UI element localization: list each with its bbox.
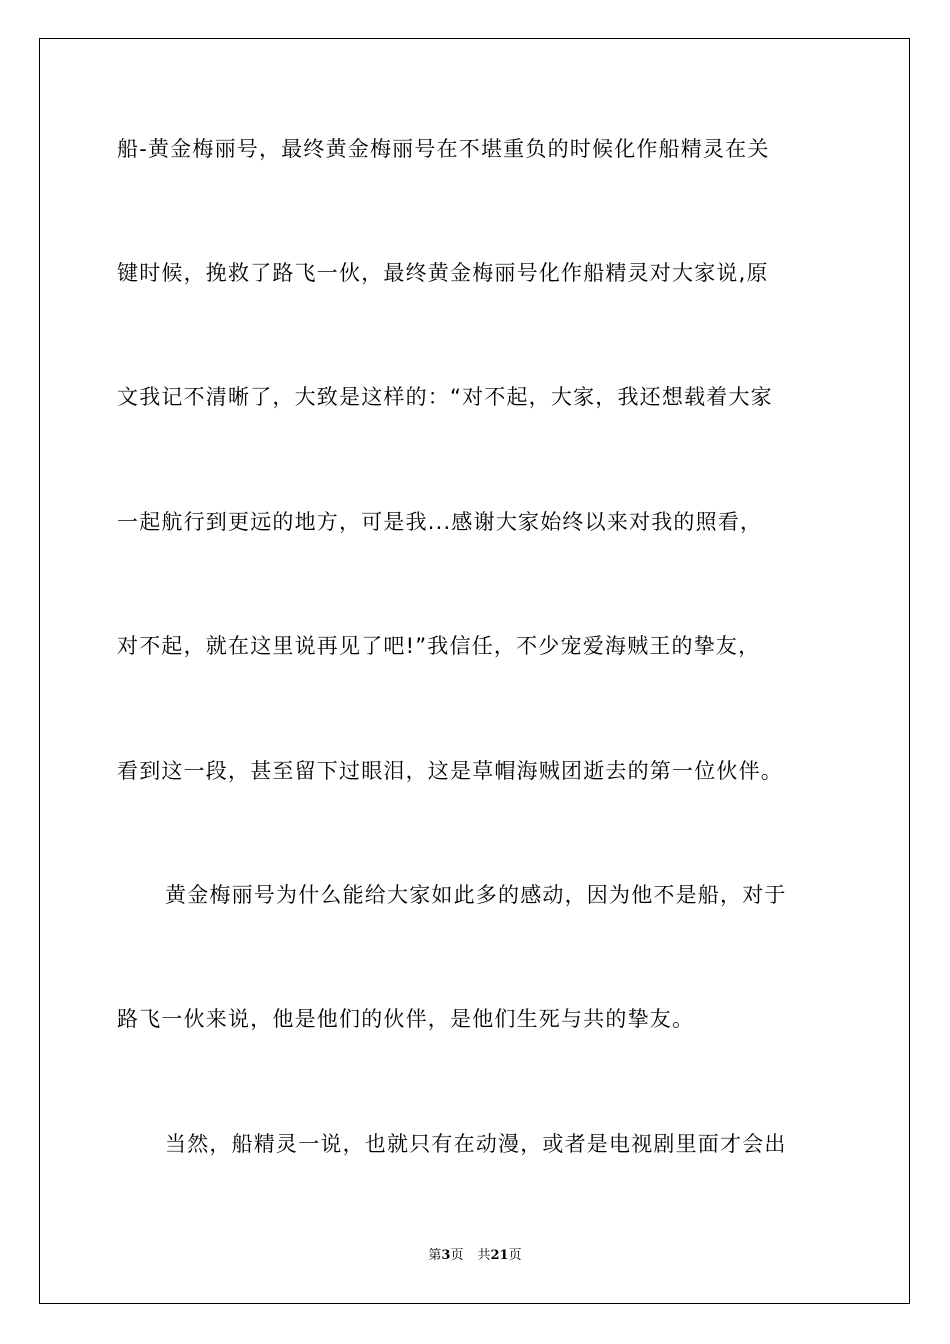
page-number: 3 <box>441 1248 451 1263</box>
total-prefix: 共 <box>477 1248 491 1263</box>
text-line-5: 对不起，就在这里说再见了吧!”我信任，不少宠爱海贼王的挚友， <box>117 634 761 658</box>
total-suffix: 页 <box>508 1248 522 1263</box>
page-border <box>39 38 910 1304</box>
text-line-1: 船-黄金梅丽号，最终黄金梅丽号在不堪重负的时候化作船精灵在关 <box>117 137 770 161</box>
paragraph-3-line-1: 当然，船精灵一说，也就只有在动漫，或者是电视剧里面才会出 <box>165 1132 787 1156</box>
text-line-3: 文我记不清晰了，大致是这样的：“对不起，大家，我还想载着大家 <box>117 385 773 409</box>
page-prefix: 第 <box>428 1248 442 1263</box>
total-pages: 21 <box>490 1248 509 1263</box>
paragraph-2-line-2: 路飞一伙来说，他是他们的伙伴，是他们生死与共的挚友。 <box>117 1007 695 1031</box>
page-suffix: 页 <box>450 1248 464 1263</box>
text-line-2: 键时候，挽救了路飞一伙，最终黄金梅丽号化作船精灵对大家说,原 <box>117 261 769 285</box>
text-line-6: 看到这一段，甚至留下过眼泪，这是草帽海贼团逝去的第一位伙伴。 <box>117 759 783 783</box>
paragraph-2-line-1: 黄金梅丽号为什么能给大家如此多的感动，因为他不是船，对于 <box>165 883 787 907</box>
page-footer <box>0 1246 950 1266</box>
text-line-4: 一起航行到更远的地方，可是我...感谢大家始终以来对我的照看， <box>117 510 763 534</box>
